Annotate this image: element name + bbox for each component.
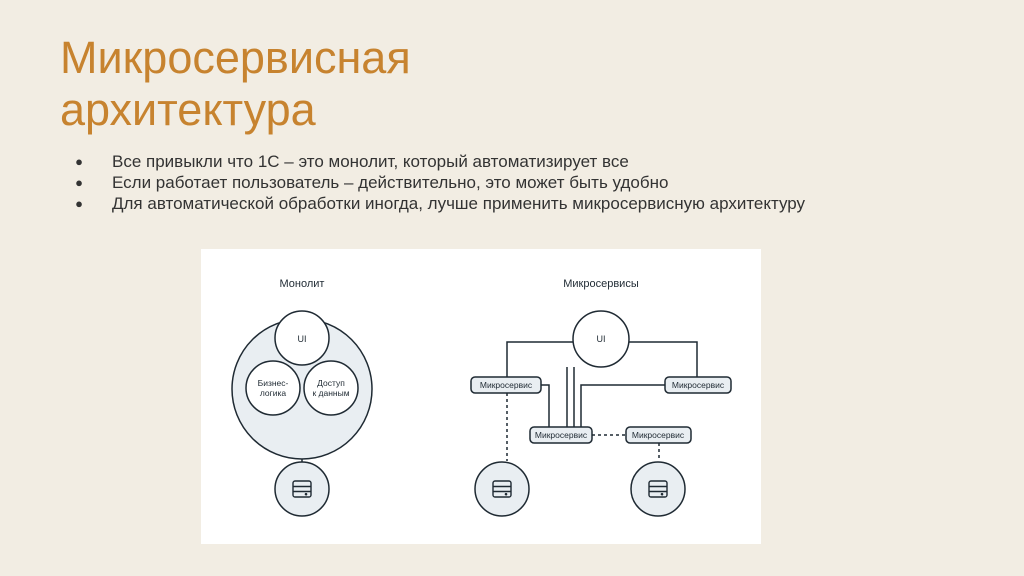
ms-database-left-circle	[475, 462, 529, 516]
monolith-heading: Монолит	[279, 278, 325, 290]
architecture-diagram-svg	[201, 249, 761, 544]
bullet-dot-icon: ●	[75, 175, 83, 190]
microservices-heading: Микросервисы	[563, 278, 639, 290]
ms-service-left-label: Микросервис	[479, 380, 533, 390]
ms-connector-left-center	[541, 385, 549, 427]
ms-connector-ui-right	[628, 342, 697, 377]
bullet-item	[72, 193, 805, 214]
slide-title-line-1: Микросервисная	[60, 32, 411, 83]
bullet-text: Для автоматической обработки иногда, лучше применить микросервисную архитектуру	[112, 194, 806, 213]
monolith-database-circle	[275, 462, 329, 516]
ms-connector-ui-left	[507, 342, 574, 377]
architecture-diagram	[201, 249, 761, 544]
ms-service-center-label: Микросервис	[534, 430, 588, 440]
monolith-business-label-2: логика	[259, 388, 287, 398]
ms-service-right-label: Микросервис	[671, 380, 725, 390]
monolith-ui-label: UI	[297, 334, 307, 344]
monolith-business-label-1: Бизнес-	[257, 378, 289, 388]
bullet-dot-icon: ●	[75, 196, 83, 211]
ms-database-right-circle	[631, 462, 685, 516]
ms-ui-label: UI	[596, 334, 606, 344]
bullet-dot-icon: ●	[75, 154, 83, 169]
bullet-text: Все привыкли что 1С – это монолит, который автоматизирует все	[112, 152, 629, 171]
monolith-data-label-2: к данным	[312, 388, 350, 398]
bullet-item	[72, 172, 805, 193]
bullet-text: Если работает пользователь – действительно, это может быть удобно	[112, 173, 669, 192]
bullet-item	[72, 151, 805, 172]
ms-connector-right-center	[581, 385, 665, 427]
bullet-list	[72, 151, 805, 214]
slide-title-line-2: архитектура	[60, 84, 316, 135]
monolith-data-label-1: Доступ	[317, 378, 345, 388]
slide-title	[60, 32, 411, 136]
ms-service-far-label: Микросервис	[631, 430, 685, 440]
